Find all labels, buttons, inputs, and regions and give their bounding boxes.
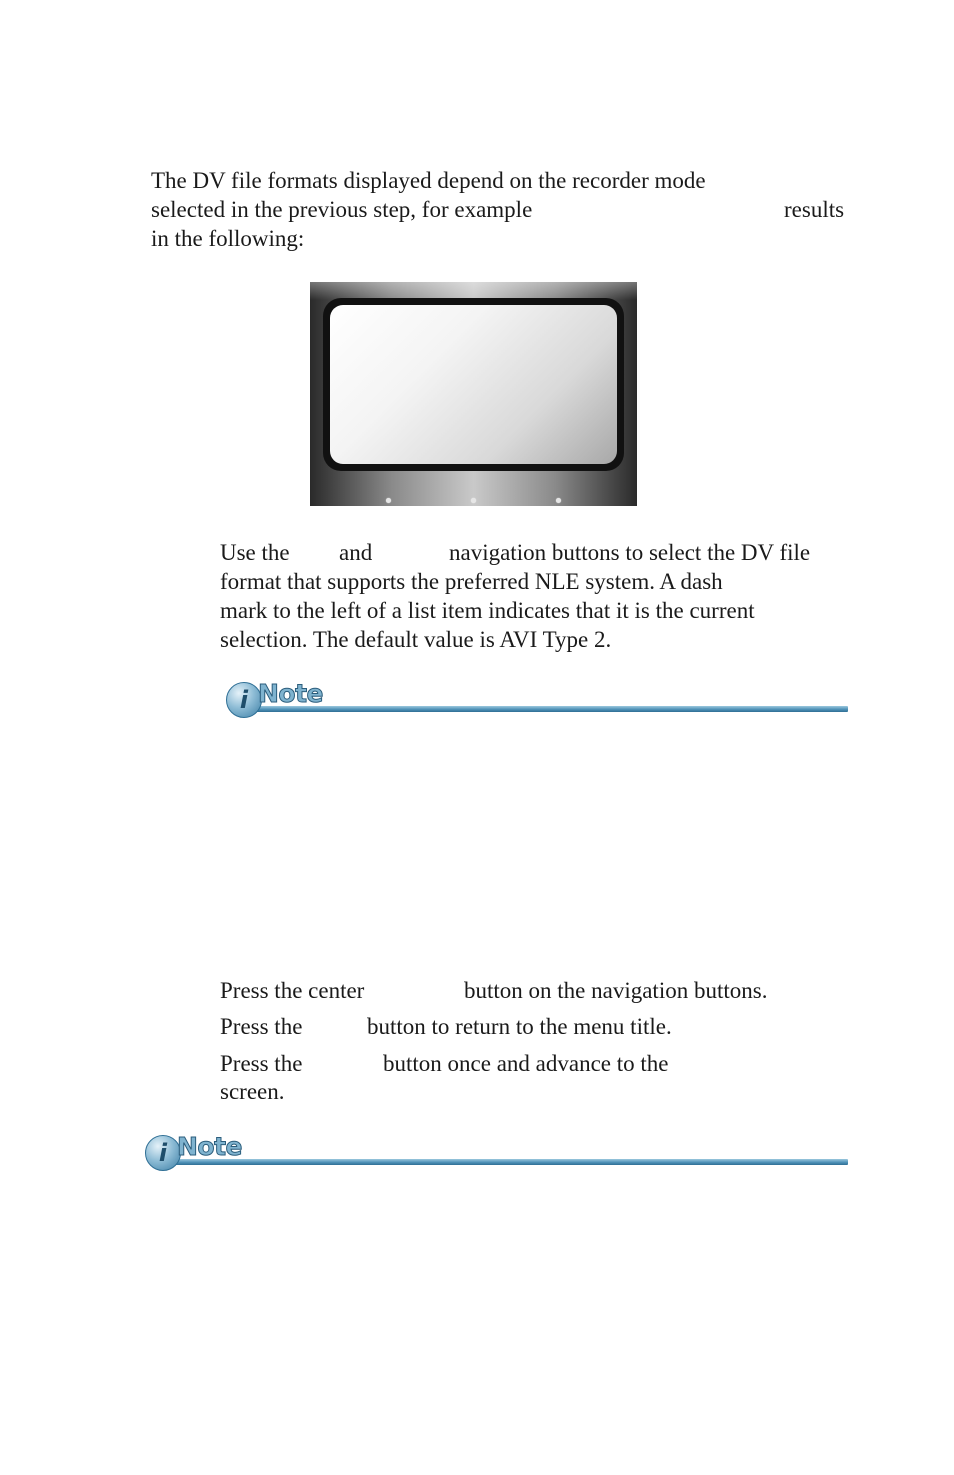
nav-line-2: format that supports the preferred NLE system. A dash xyxy=(220,569,723,594)
screen-bezel xyxy=(323,298,624,471)
info-icon-2: i xyxy=(145,1135,181,1171)
note-banner xyxy=(226,680,848,720)
nav-line-1-end: navigation buttons to select the DV file xyxy=(449,540,811,565)
nav-line-4: selection. The default value is AVI Type 2. xyxy=(220,627,612,652)
indicator-dot-center xyxy=(471,498,476,503)
note-label-2: Note xyxy=(177,1132,243,1161)
display-screen xyxy=(330,305,617,464)
note-rule xyxy=(248,706,848,712)
intro-line-2-end: results xyxy=(784,197,845,222)
info-icon: i xyxy=(226,682,262,718)
step-press-advance-end: button once and advance to the xyxy=(383,1051,669,1076)
indicator-dot-left xyxy=(386,498,391,503)
note-label: Note xyxy=(258,679,324,708)
intro-line-1: The DV file formats displayed depend on the recorder mode xyxy=(151,168,706,193)
step-press-center-end: button on the navigation buttons. xyxy=(464,978,768,1003)
nav-line-1-and: and xyxy=(339,540,373,565)
step-press-center-start: Press the center xyxy=(220,978,365,1003)
step-press-advance-start: Press the xyxy=(220,1051,303,1076)
intro-line-3: in the following: xyxy=(151,226,305,251)
nav-line-3: mark to the left of a list item indicates that it is the current xyxy=(220,598,755,623)
step-press-return-start: Press the xyxy=(220,1014,303,1039)
note-rule-2 xyxy=(167,1159,848,1165)
nav-line-1-start: Use the xyxy=(220,540,290,565)
intro-line-2-start: selected in the previous step, for example xyxy=(151,197,533,222)
step-press-return-end: button to return to the menu title. xyxy=(367,1014,672,1039)
step-press-advance-screen: screen. xyxy=(220,1079,285,1104)
note-banner-2 xyxy=(145,1133,848,1173)
indicator-dot-right xyxy=(556,498,561,503)
device-screen-illustration xyxy=(310,282,637,506)
